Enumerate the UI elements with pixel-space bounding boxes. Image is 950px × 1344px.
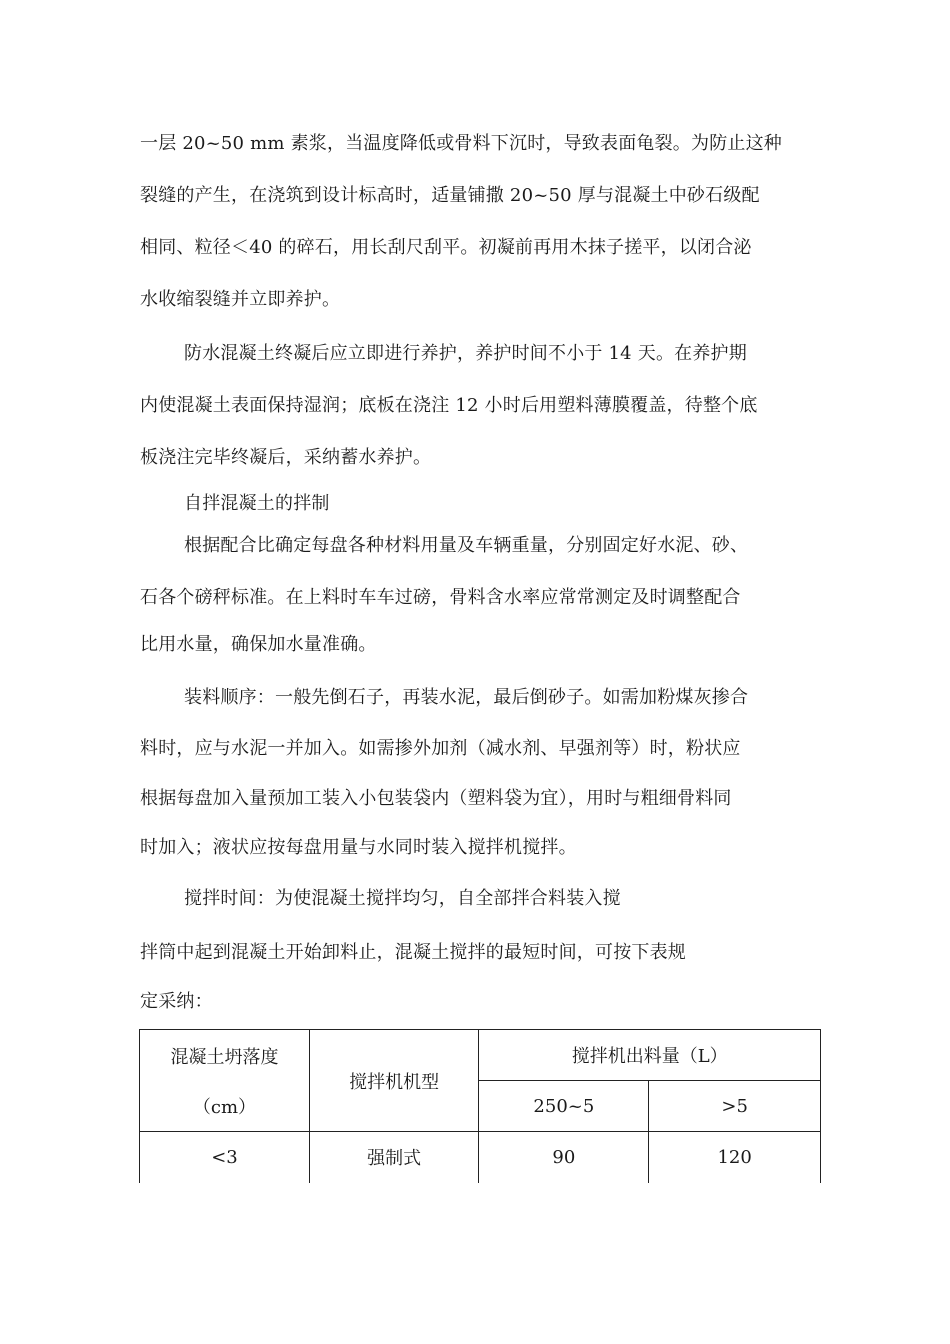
paragraph-4-line-4: 时加入；液状应按每盘用量与水同时装入搅拌机搅拌。 (140, 837, 577, 858)
cell-slump: <3 (140, 1132, 310, 1183)
cell-value-2: 120 (649, 1132, 821, 1183)
header-output: 搅拌机出料量（L） (479, 1030, 821, 1081)
paragraph-5-line-1: 搅拌时间：为使混凝土搅拌均匀，自全部拌合料装入搅 (184, 888, 621, 909)
header-slump (140, 1030, 310, 1132)
header-range-2: >5 (649, 1081, 821, 1132)
paragraph-4-line-2: 料时，应与水泥一并加入。如需掺外加剂（减水剂、早强剂等）时，粉状应 (140, 738, 741, 759)
paragraph-4-line-1: 装料顺序：一般先倒石子，再装水泥，最后倒砂子。如需加粉煤灰掺合 (184, 687, 749, 708)
table-row (140, 1132, 821, 1183)
header-slump-unit: （cm） (192, 1096, 257, 1118)
paragraph-1-line-4: 水收缩裂缝并立即养护。 (140, 289, 341, 310)
paragraph-4-line-3: 根据每盘加入量预加工装入小包装袋内（塑料袋为宜），用时与粗细骨料同 (140, 788, 732, 809)
paragraph-2-line-2: 内使混凝土表面保持湿润；底板在浇注 12 小时后用塑料薄膜覆盖，待整个底 (140, 395, 758, 416)
cell-type: 强制式 (309, 1132, 478, 1183)
paragraph-5-line-3: 定采纳： (140, 991, 213, 1012)
mixing-time-table (139, 1029, 821, 1183)
paragraph-3-line-3: 比用水量，确保加水量准确。 (140, 634, 377, 655)
paragraph-1-line-3: 相同、粒径＜40 的碎石，用长刮尺刮平。初凝前再用木抹子搓平，以闭合泌 (140, 237, 752, 258)
paragraph-3-line-2: 石各个磅秤标准。在上料时车车过磅，骨料含水率应常常测定及时调整配合 (140, 587, 741, 608)
paragraph-1-line-1: 一层 20~50 mm 素浆，当温度降低或骨料下沉时，导致表面龟裂。为防止这种 (140, 133, 782, 154)
header-slump-label: 混凝土坍落度 (170, 1046, 279, 1068)
paragraph-2-line-3: 板浇注完毕终凝后，采纳蓄水养护。 (140, 447, 432, 468)
paragraph-2-line-1: 防水混凝土终凝后应立即进行养护，养护时间不小于 14 天。在养护期 (184, 343, 747, 364)
paragraph-5-line-2: 拌筒中起到混凝土开始卸料止，混凝土搅拌的最短时间，可按下表规 (140, 942, 686, 963)
section-heading: 自拌混凝土的拌制 (184, 493, 330, 514)
paragraph-3-line-1: 根据配合比确定每盘各种材料用量及车辆重量，分别固定好水泥、砂、 (184, 535, 749, 556)
header-range-1: 250~5 (479, 1081, 649, 1132)
header-mixer-type: 搅拌机机型 (309, 1030, 478, 1132)
cell-value-1: 90 (479, 1132, 649, 1183)
paragraph-1-line-2: 裂缝的产生，在浇筑到设计标高时，适量铺撒 20~50 厚与混凝土中砂石级配 (140, 185, 760, 206)
